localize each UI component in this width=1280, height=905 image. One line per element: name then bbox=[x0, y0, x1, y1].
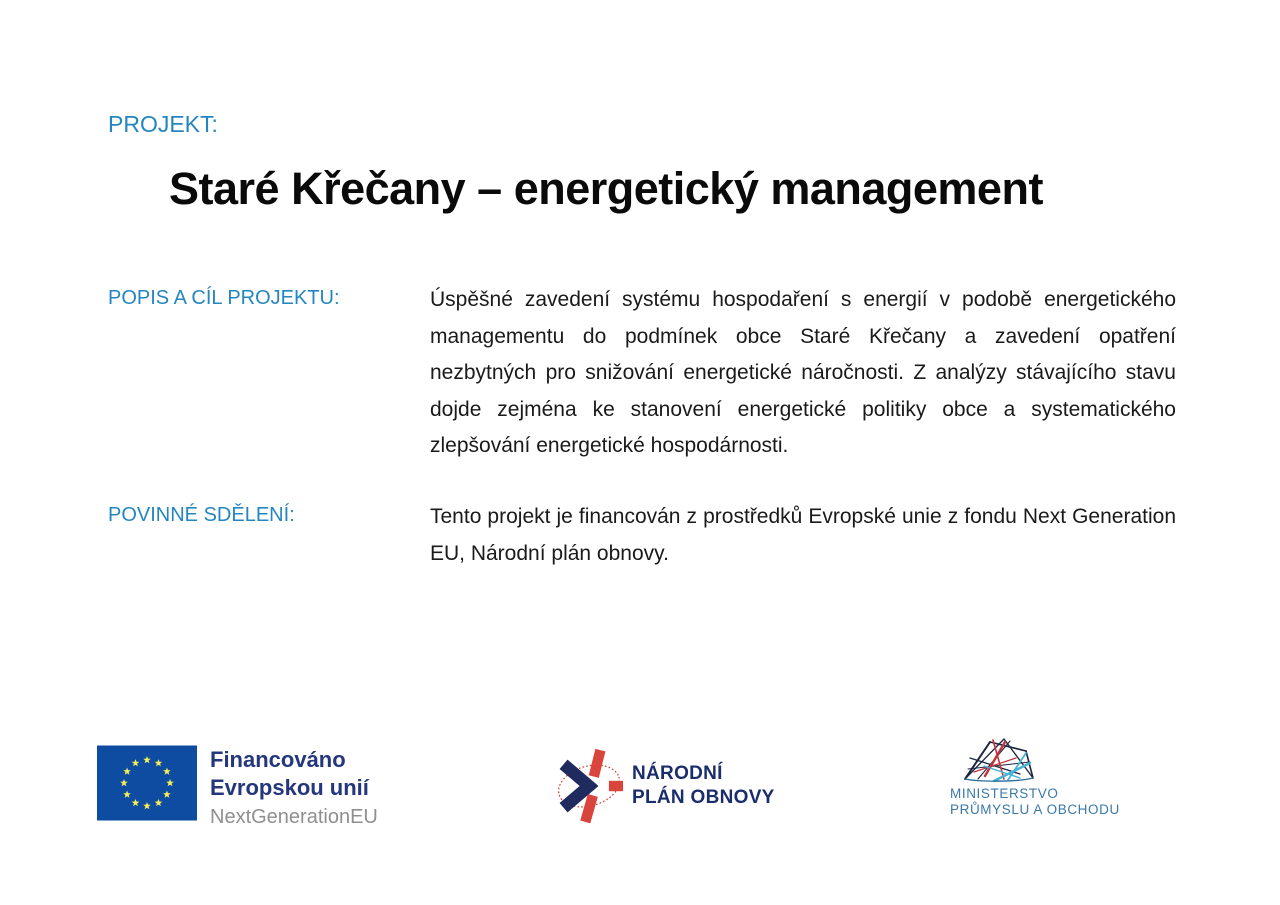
eu-funding-line1: Financováno bbox=[210, 747, 346, 772]
eu-flag-icon bbox=[97, 745, 197, 821]
eu-funding-line2: Evropskou unií bbox=[210, 775, 369, 800]
mpo-text bbox=[950, 786, 1120, 817]
eu-funding-logo bbox=[97, 745, 378, 830]
section-description-label: POPIS A CÍL PROJEKTU: bbox=[108, 287, 340, 309]
eu-funding-text bbox=[210, 745, 378, 830]
mpo-line1: MINISTERSTVO bbox=[950, 786, 1059, 801]
npo-line2: PLÁN OBNOVY bbox=[632, 787, 775, 808]
mpo-logo bbox=[950, 736, 1120, 817]
section-description-text: Úspěšné zavedení systému hospodaření s energií v podobě energetického managementu do podmínek obce Staré Křečany a zavedení opatření nezbytných pro snižování energetické náročnosti. Z analýzy stávajícího stavu dojde zejména ke stanovení energetické politiky obce a systematického zlepšování energetické hospodárnosti. bbox=[430, 288, 1176, 457]
npo-logo bbox=[556, 744, 775, 828]
project-kicker: PROJEKT: bbox=[108, 111, 218, 137]
npo-text bbox=[632, 762, 775, 810]
npo-line1: NÁRODNÍ bbox=[632, 763, 723, 784]
page-title: Staré Křečany – energetický management bbox=[169, 163, 1043, 214]
section-notice-label: POVINNÉ SDĚLENÍ: bbox=[108, 504, 295, 526]
eu-funding-line3: NextGenerationEU bbox=[210, 806, 378, 828]
mpo-line2: PRŮMYSLU A OBCHODU bbox=[950, 801, 1120, 817]
globe-network-icon bbox=[960, 736, 1038, 783]
npo-asterisk-icon bbox=[556, 744, 624, 828]
section-notice-text: Tento projekt je financován z prostředků Evropské unie z fondu Next Generation EU, Národní plán obnovy. bbox=[430, 505, 1176, 565]
